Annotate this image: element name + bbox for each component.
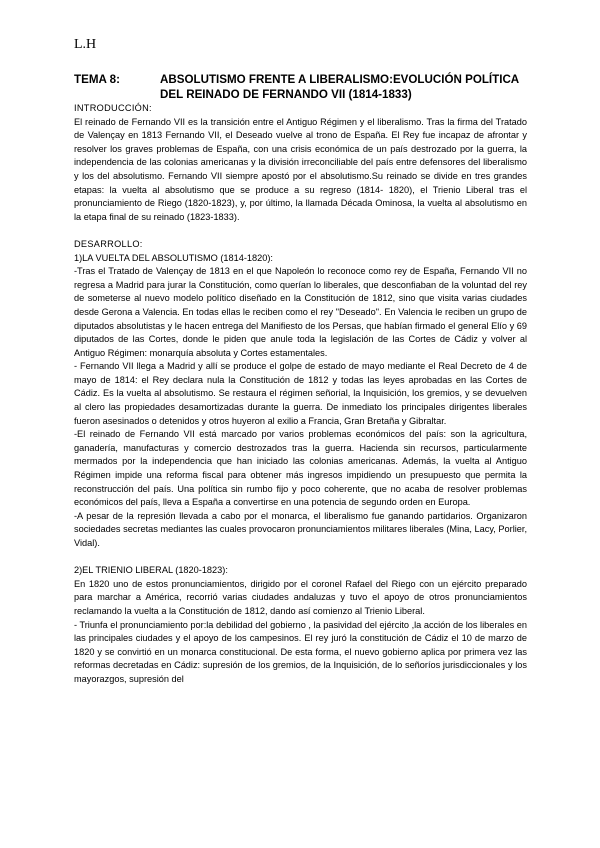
document-body (74, 102, 527, 687)
intro-paragraph: El reinado de Fernando VII es la transición entre el Antiguo Régimen y el liberalismo. Tras la firma del Tratado de Valençay en 1813 Fernando VII, el Deseado vuelve al trono de España. El Rey fue incapaz de afrontar y resolver los graves problemas de España, con una crisis económica de un país destrozado por la guerra, la independencia de las colonias americanas y la división irreconciliable del país entre defensores del liberalismo y los del absolutismo. Fernando VII siempre apostó por el absolutismo.Su reinado se divide en tres grandes etapas: la vuelta al absolutismo que se produce a su regreso (1814- 1820), el Trienio Liberal tras el pronunciamiento de Riego (1820-1823), y, por último, la llamada Década Ominosa, la vuelta al absolutismo en la etapa final de su reinado (1823-1833). (74, 116, 527, 222)
development-heading: DESARROLLO: (74, 238, 143, 249)
section2-paragraph: - Triunfa el pronunciamiento por:la debilidad del gobierno , la pasividad del ejército ,la acción de los liberales en las principales ciudades y el apoyo de los campesinos. El rey juró la constitución de Cádiz el 10 de marzo de 1820 y se convirtió en un monarca constitucional. De esta forma, el nuevo gobierno aplica por primera vez las reformas decretadas en Cádiz: supresión de los gremios, de la Inquisición, de lo señoríos jurisdiccionales y los mayorazgos, supresión del (74, 619, 528, 684)
section1-paragraph: -Tras el Tratado de Valençay de 1813 en el que Napoleón lo reconoce como rey de España, Fernando VII no regresa a Madrid para jurar la Constitución, como querían lo liberales, que desconfiaban de la voluntad del rey de someterse al nuevo modelo político diseñado en la Constitución de 1812, sino que visita varias ciudades desde Gerona a Valencia. En todas ellas le reciben como el rey "Deseado". En Valencia le reciben un grupo de diputados absolutistas y le hacen entrega del Manifiesto de los Persas, que habían firmado el general Elío y 69 diputados de las Cortes, donde le piden que anule toda la legislación de las Cortes de Cádiz y volver al Antiguo Régimen: monarquía absoluta y Cortes estamentales. (74, 266, 527, 358)
author-initials: L.H (74, 37, 97, 52)
section1-heading: 1)LA VUELTA DEL ABSOLUTISMO (1814-1820): (74, 252, 273, 263)
intro-heading: INTRODUCCIÓN: (74, 103, 152, 113)
spacer (74, 551, 527, 565)
section1-paragraph: -El reinado de Fernando VII está marcado por varios problemas económicos del país: son la agricultura, ganadería, manufacturas y comercio destrozados tras la guerra. Hacienda sin recursos, particularmente mermados por la independencia que han iniciado las colonias americanas. Además, la vuelta al Antiguo Régimen impide una reforma fiscal para obtener más ingresos impidiendo un presupuesto que permita la reconstrucción del país. Una política sin rumbo fijo y poco coherente, que no acaba de resolver problemas económicos del país, lleva a España a convertirse en una potencia de segundo orden en Europa. (74, 429, 527, 508)
section1-paragraph: -A pesar de la represión llevada a cabo por el monarca, el liberalismo fue ganando partidarios. Organizaron sociedades secretas mediantes las cuales provocaron pronunciamientos militares liberales (Mina, Lacy, Porlier, Vidal). (74, 510, 527, 548)
section2-paragraph: En 1820 uno de estos pronunciamientos, dirigido por el coronel Rafael del Riego con un ejército preparado para marchar a América, recorrió varias ciudades andaluzas y tuvo el apoyo de otros pronunciamientos reclamando la vuelta a la Constitución de 1812, dando así comienzo al Trienio Liberal. (74, 578, 527, 616)
topic-number: TEMA 8: (74, 73, 120, 86)
topic-title: ABSOLUTISMO FRENTE A LIBERALISMO:EVOLUCIÓN POLÍTICA DEL REINADO DE FERNANDO VII (1814-1833) (160, 73, 519, 101)
section1-paragraph: - Fernando VII llega a Madrid y allí se produce el golpe de estado de mayo mediante el Real Decreto de 4 de mayo de 1814: el Rey declara nula la Constitución de 1812 y todas las leyes aprobadas en las Cortes de Cádiz. Es la vuelta al absolutismo. Se restaura el régimen señorial, la Inquisición, los gremios, y se devuelven al clero las propiedades desamortizadas durante la guerra. De inmediato los principales dirigentes liberales fueron asesinados o detenidos y otros huyeron al exilio a Francia, Gran Bretaña y Gibraltar. (74, 361, 527, 426)
spacer (74, 224, 527, 238)
section2-heading: 2)EL TRIENIO LIBERAL (1820-1823): (74, 565, 228, 576)
